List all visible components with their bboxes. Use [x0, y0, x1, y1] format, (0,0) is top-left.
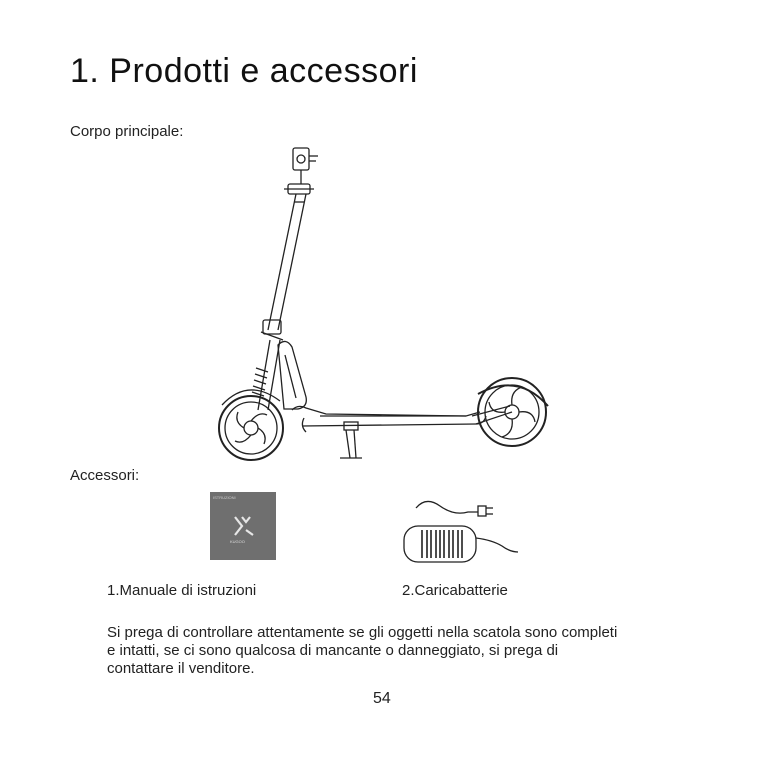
note-line: Si prega di controllare attentamente se gli oggetti nella scatola sono completi — [107, 624, 618, 641]
manual-book-icon — [210, 492, 276, 560]
scooter-illustration — [210, 140, 570, 470]
page-number: 54 — [373, 690, 391, 707]
note-paragraph — [107, 624, 707, 678]
note-line: e intatti, se ci sono qualcosa di mancante o danneggiato, si prega di — [107, 642, 559, 659]
main-body-label: Corpo principale: — [70, 123, 184, 140]
page-title: 1. Prodotti e accessori — [70, 52, 418, 90]
charger-icon — [398, 488, 523, 568]
note-line: contattare il venditore. — [107, 660, 255, 677]
manual-cover-header: ISTRUZIONI — [213, 495, 236, 500]
accessories-label: Accessori: — [70, 467, 140, 484]
brand-logo-icon — [232, 514, 256, 538]
manual-cover-brand: KUGOO — [230, 539, 245, 544]
item-label-charger: 2.Caricabatterie — [402, 582, 508, 599]
item-label-manual: 1.Manuale di istruzioni — [107, 582, 257, 599]
